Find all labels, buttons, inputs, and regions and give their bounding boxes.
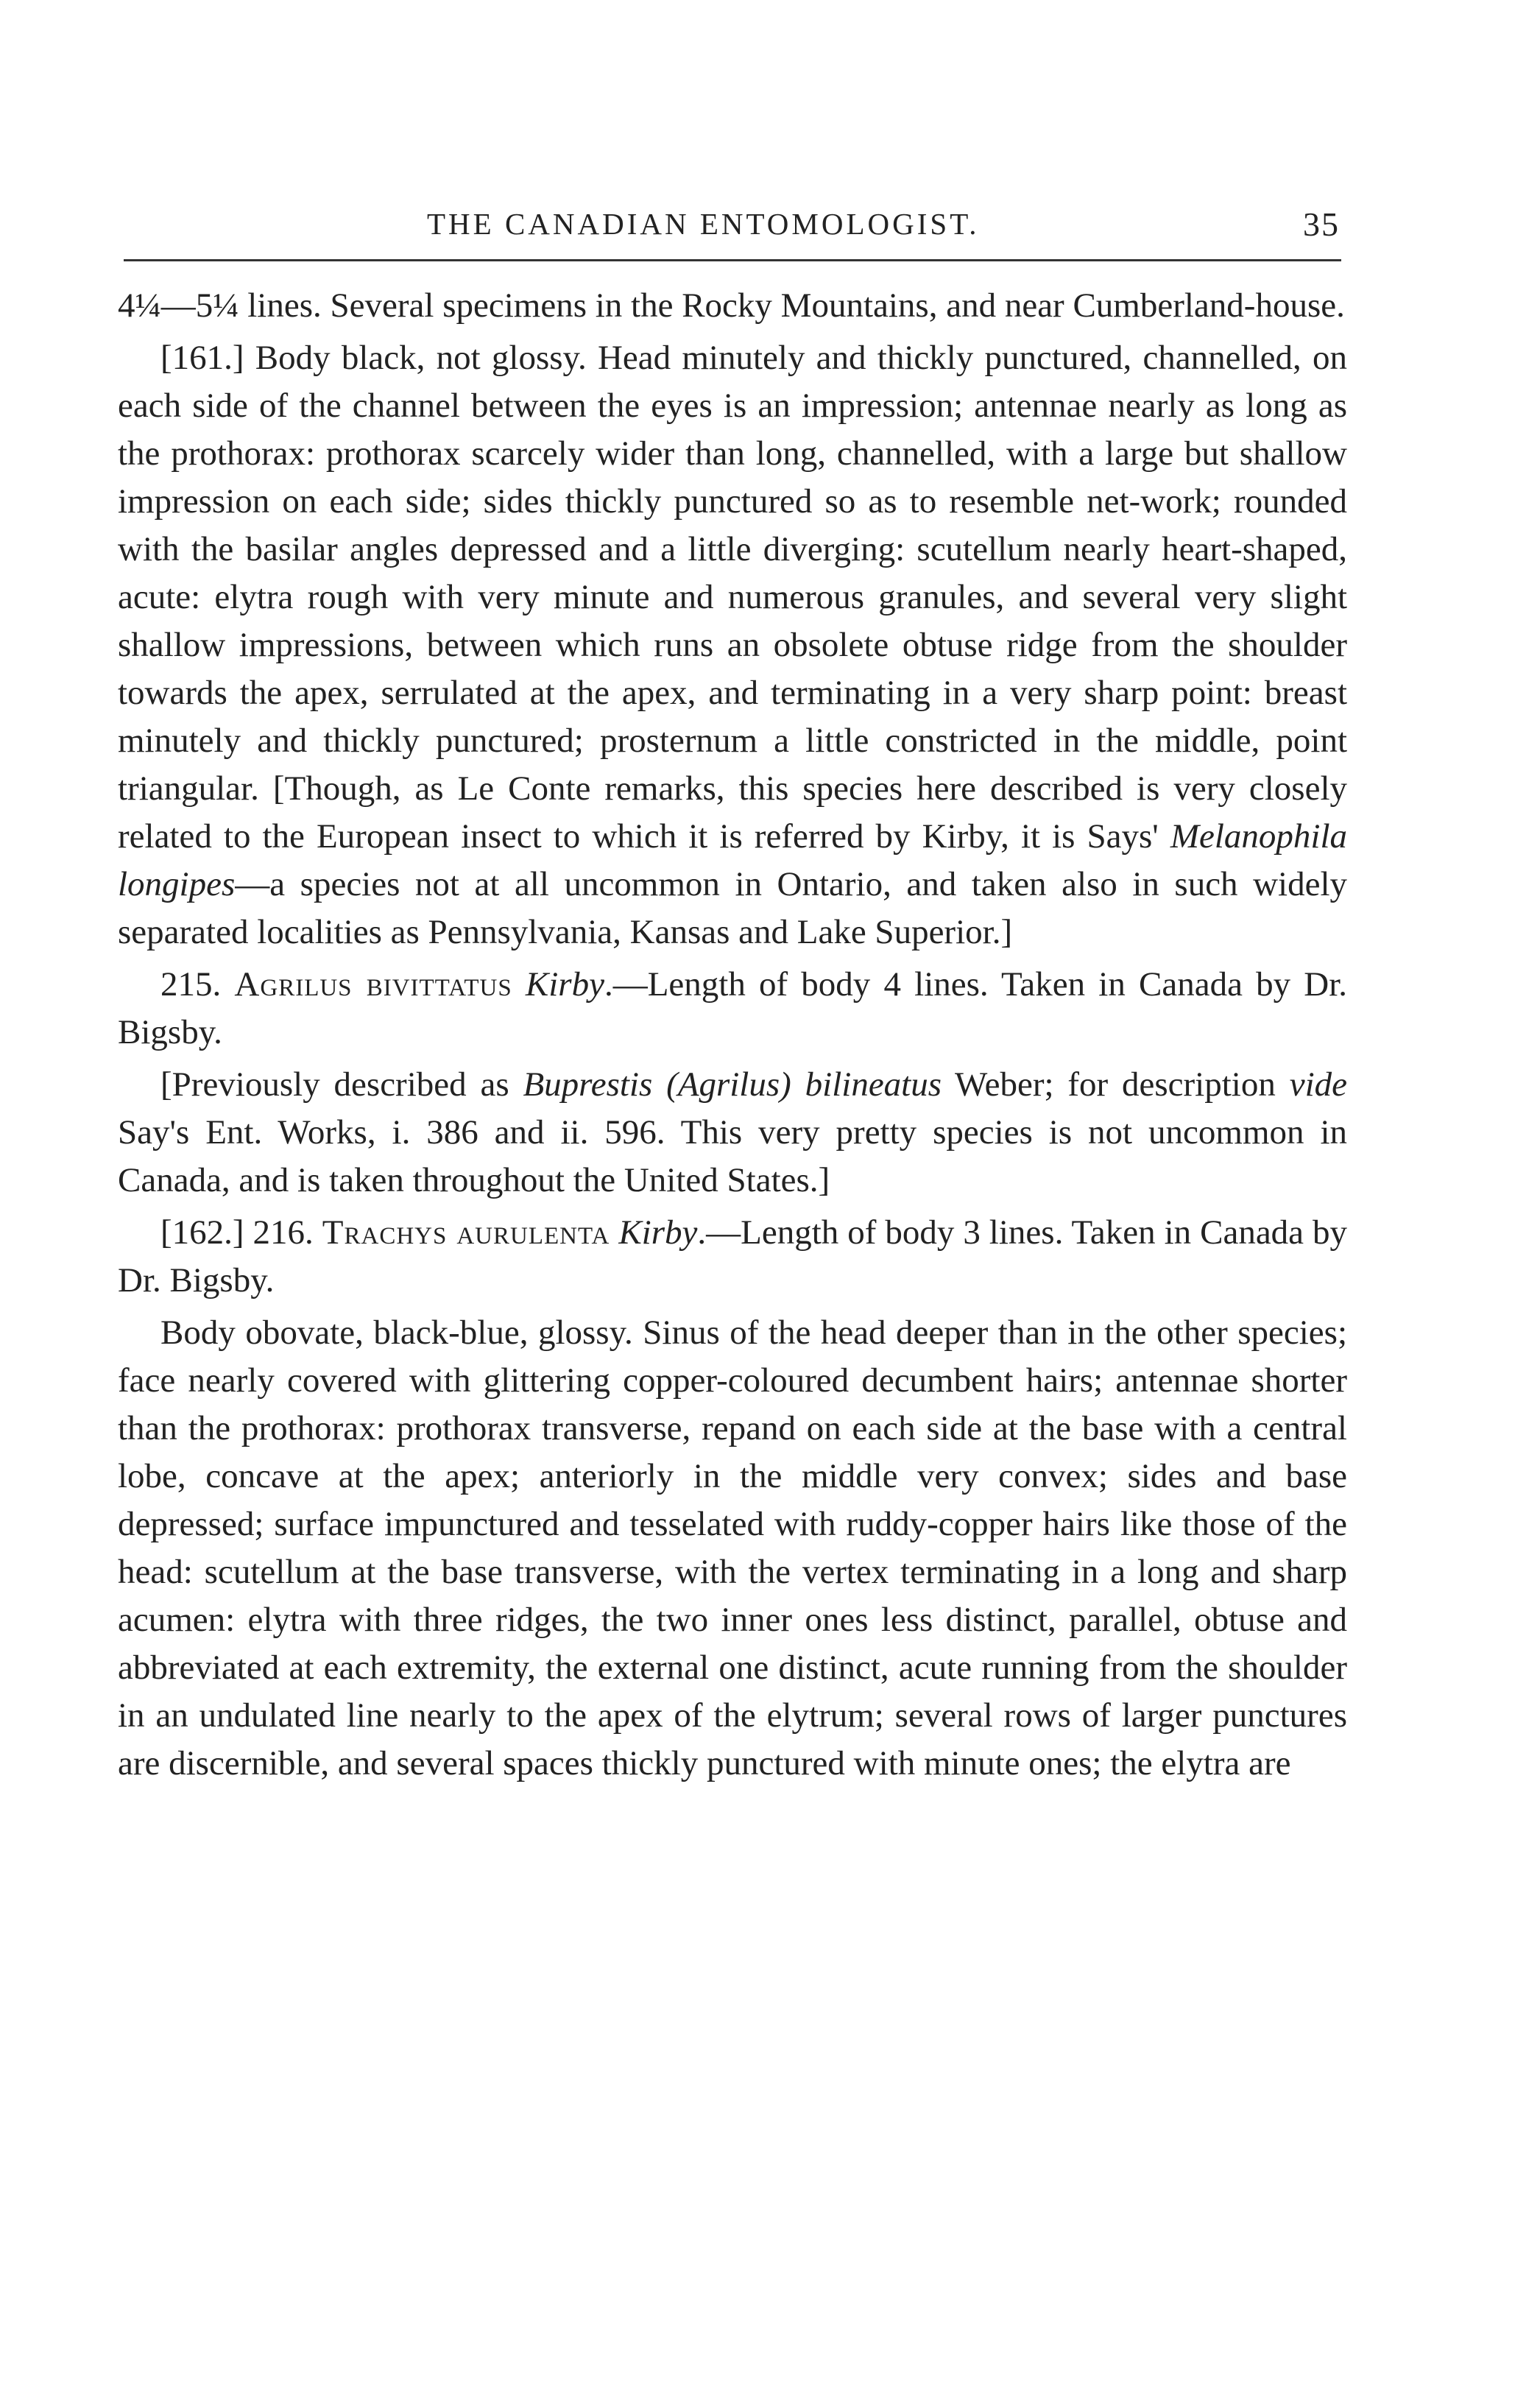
text-segment — [610, 1213, 618, 1252]
italic-text: Melanophila longipes — [118, 817, 1347, 903]
page — [118, 199, 1347, 1788]
species-name: Agrilus bivittatus — [234, 965, 512, 1004]
paragraph — [118, 961, 1347, 1057]
text-segment: [162.] 216. — [160, 1213, 322, 1252]
text-segment: [161.] Body black, not glossy. Head minutely and thickly punctured, channelled, on each side of the channel between the eyes is an impression; antennae nearly as long as the prothorax: prothorax scarcely wider than long, channelled, with a large but shallow impression on each side; sides thickly punctured so as to resemble net-work; rounded with the basilar angles depressed and a little diverging: scutellum nearly heart-shaped, acute: elytra rough with very minute and numerous granules, and several very slight shallow impressions, between which runs an obsolete obtuse ridge from the shoulder towards the apex, serrulated at the apex, and terminating in a very sharp point: breast minutely and thickly punctured; prosternum a little constricted in the middle, point triangular. [Though, as Le Conte remarks, this species here described is very closely related to the European insect to which it is referred by Kirby, it is Says' — [118, 339, 1347, 856]
species-name: Trachys aurulenta — [322, 1213, 610, 1252]
text-segment — [512, 965, 526, 1004]
body-text — [118, 282, 1347, 1788]
header-rule — [124, 259, 1341, 261]
running-title: THE CANADIAN ENTOMOLOGIST. — [427, 207, 980, 241]
paragraph — [118, 334, 1347, 956]
paragraph — [118, 1061, 1347, 1205]
text-segment: .—Length of body 4 lines. Taken in Canada by Dr. Bigsby. — [118, 965, 1348, 1051]
italic-text: vide — [1289, 1065, 1347, 1104]
text-segment: 215. — [160, 965, 235, 1004]
paragraph — [118, 1309, 1347, 1788]
text-segment: —a species not at all uncommon in Ontario, and taken also in such widely separated localities as Pennsylvania, Kansas and Lake Superior.] — [118, 865, 1347, 951]
italic-text: Kirby — [525, 965, 604, 1004]
text-segment: Body obovate, black-blue, glossy. Sinus of the head deeper than in the other species; face nearly covered with glittering copper-coloured decumbent hairs; antennae shorter than the prothorax: prothorax transverse, repand on each side at the base with a central lobe, concave at the apex; anteriorly in the middle very convex; sides and base depressed; surface impunctured and tesselated with ruddy-copper hairs like those of the head: scutellum at the base transverse, with the vertex terminating in a long and sharp acumen: elytra with three ridges, the two inner ones less distinct, parallel, obtuse and abbreviated at each extremity, the external one distinct, acute running from the shoulder in an undulated line nearly to the apex of the elytrum; several rows of larger punctures are discernible, and several spaces thickly punctured with minute ones; the elytra are — [118, 1313, 1347, 1782]
text-segment: 4¼—5¼ lines. Several specimens in the Rocky Mountains, and near Cumberland-house. — [118, 286, 1345, 325]
italic-text: Kirby — [618, 1213, 698, 1252]
running-header — [118, 199, 1347, 246]
text-segment: .—Length of body 3 lines. Taken in Canada by Dr. Bigsby. — [118, 1213, 1348, 1299]
italic-text: Buprestis (Agrilus) bilineatus — [523, 1065, 942, 1104]
paragraph — [118, 282, 1347, 330]
text-segment: Weber; for description — [942, 1065, 1290, 1104]
paragraph — [118, 1209, 1347, 1305]
page-number: 35 — [1303, 205, 1340, 243]
text-segment: Say's Ent. Works, i. 386 and ii. 596. This very pretty species is not uncommon in Canada, and is taken throughout the United States.] — [118, 1113, 1347, 1199]
text-segment: [Previously described as — [160, 1065, 523, 1104]
